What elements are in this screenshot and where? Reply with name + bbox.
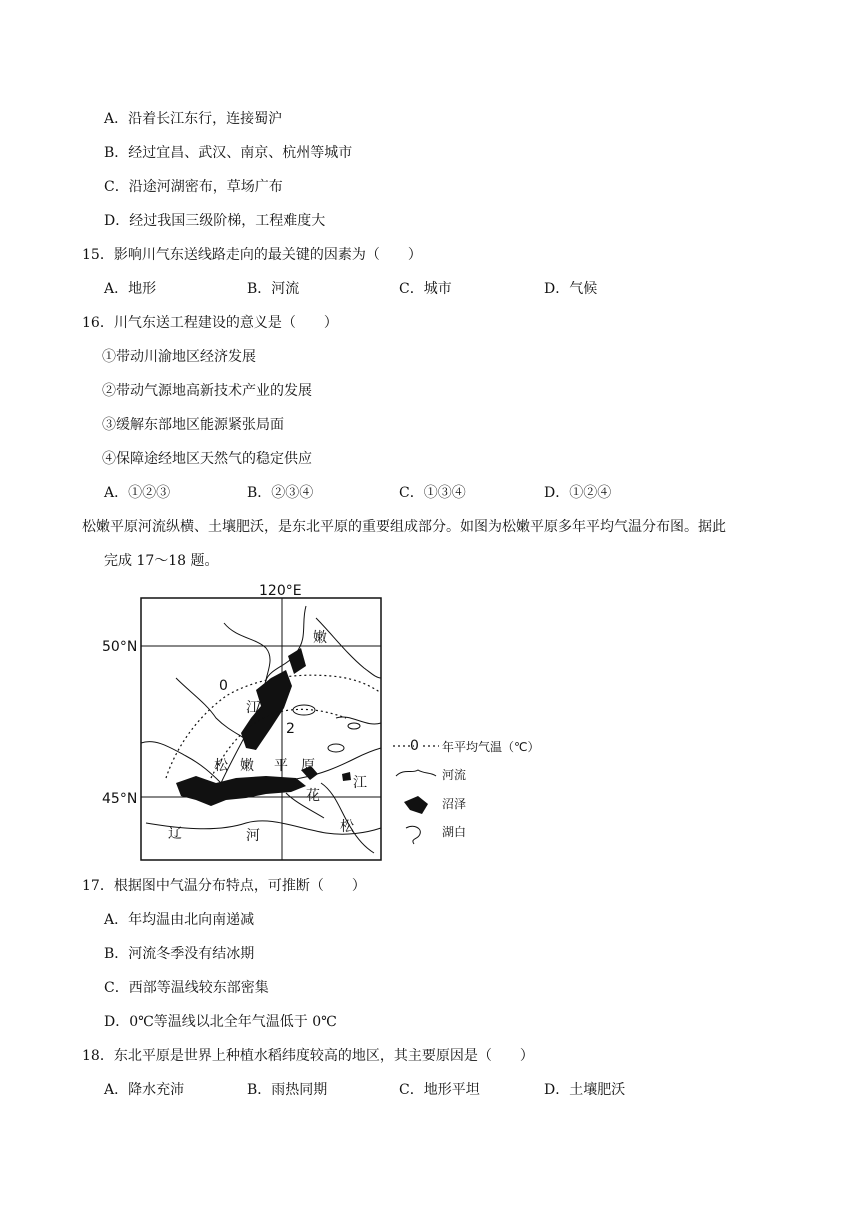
q18-option-c: C．地形平坦: [399, 1082, 480, 1098]
q17-option-d: D．0℃等温线以北全年气温低于 0℃: [104, 1014, 337, 1030]
legend-river-symbol: [396, 770, 436, 776]
q14-option-a: A．沿着长江东行，连接蜀沪: [104, 111, 283, 127]
q18-option-d: D．土壤肥沃: [544, 1082, 626, 1098]
passage-line-1: 松嫩平原河流纵横、土壤肥沃，是东北平原的重要组成部分。如图为松嫩平原多年平均气温分布图。据此: [82, 519, 726, 535]
legend-lake-label: 湖白: [442, 825, 467, 839]
q15-options: [104, 279, 704, 299]
place-nen: 嫩: [313, 630, 327, 646]
q17-option-c: C．西部等温线较东部密集: [104, 980, 269, 996]
passage-line-2: 完成 17～18 题。: [104, 553, 219, 569]
legend-lake-symbol: [406, 826, 420, 844]
lake-3: [348, 723, 360, 729]
q15-option-a: A．地形: [104, 281, 157, 297]
q14-option-c: C．沿途河湖密布，草场广布: [104, 179, 283, 195]
q16-item-3: ③缓解东部地区能源紧张局面: [102, 417, 284, 433]
q18-options: [104, 1080, 704, 1100]
q14-option-d: D．经过我国三级阶梯，工程难度大: [104, 213, 326, 229]
place-hua: 花: [306, 788, 320, 804]
q15-option-b: B．河流: [247, 281, 300, 297]
place-jiang-2: 江: [353, 775, 367, 791]
place-liao: 辽: [168, 826, 182, 842]
q18-stem: 18．东北平原是世界上种植水稻纬度较高的地区，其主要原因是（ ）: [82, 1048, 534, 1064]
q15-option-c: C．城市: [399, 281, 452, 297]
place-nen-2: 嫩: [240, 758, 254, 774]
map-svg: [96, 578, 566, 868]
legend-marsh-label: 沼泽: [442, 797, 467, 811]
q15-option-d: D．气候: [544, 281, 598, 297]
q16-item-4: ④保障途经地区天然气的稳定供应: [102, 451, 312, 467]
q16-option-d: D．①②④: [544, 485, 612, 501]
place-yuan: 原: [301, 758, 315, 774]
place-jiang-1: 江: [246, 700, 260, 716]
q16-options: [104, 483, 704, 503]
legend-marsh-symbol: [404, 796, 428, 814]
q16-item-2: ②带动气源地高新技术产业的发展: [102, 383, 312, 399]
place-he: 河: [246, 828, 260, 844]
q15-stem: 15．影响川气东送线路走向的最关键的因素为（ ）: [82, 247, 422, 263]
lat-label-45n: 45°N: [102, 791, 138, 807]
q18-option-a: A．降水充沛: [104, 1082, 185, 1098]
q16-stem: 16．川气东送工程建设的意义是（ ）: [82, 315, 338, 331]
place-ping: 平: [274, 758, 288, 774]
lon-label: 120°E: [259, 583, 302, 599]
q16-option-a: A．①②③: [104, 485, 171, 501]
map-legend: [393, 738, 539, 844]
lake-2: [328, 744, 344, 752]
q17-stem: 17．根据图中气温分布特点，可推断（ ）: [82, 878, 366, 894]
q14-option-b: B．经过宜昌、武汉、南京、杭州等城市: [104, 145, 353, 161]
q16-option-b: B．②③④: [247, 485, 314, 501]
legend-iso-value: 0: [410, 738, 419, 754]
lat-label-50n: 50°N: [102, 639, 138, 655]
q16-option-c: C．①③④: [399, 485, 466, 501]
place-song: 松: [214, 758, 228, 774]
songnen-plain-temperature-map: [96, 578, 566, 868]
legend-river-label: 河流: [442, 768, 467, 782]
q17-option-a: A．年均温由北向南递减: [104, 912, 255, 928]
q18-option-b: B．雨热同期: [247, 1082, 328, 1098]
q16-item-1: ①带动川渝地区经济发展: [102, 349, 256, 365]
isotherm-label-0: 0: [219, 678, 228, 694]
place-song-2: 松: [340, 819, 354, 835]
legend-isotherm-label: 年平均气温（℃）: [442, 740, 540, 754]
isotherm-label-2: 2: [286, 721, 295, 737]
q17-option-b: B．河流冬季没有结冰期: [104, 946, 255, 962]
